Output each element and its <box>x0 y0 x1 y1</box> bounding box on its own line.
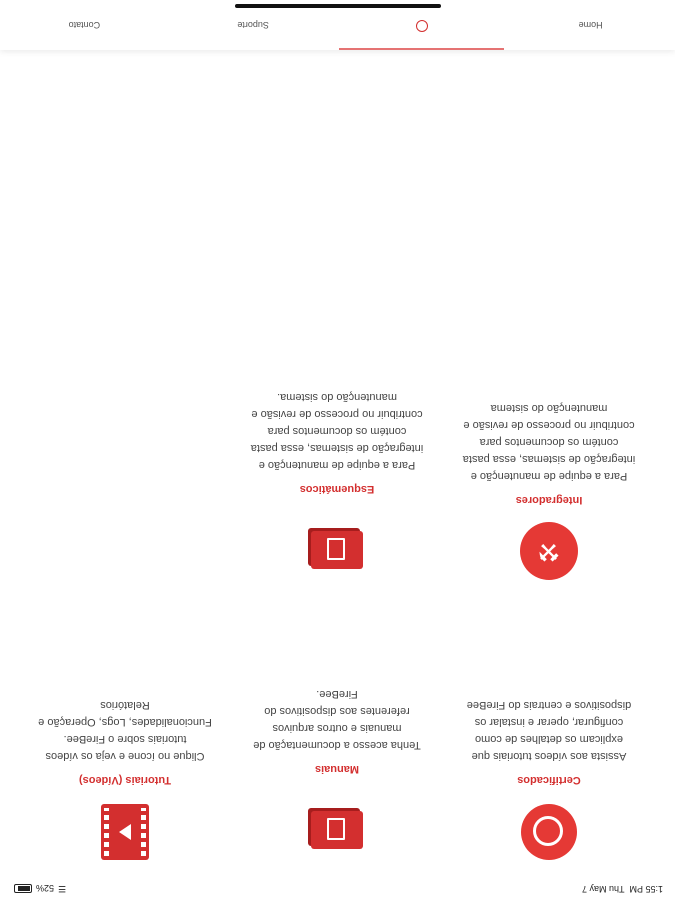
nav-home[interactable] <box>506 0 675 50</box>
search-icon <box>416 20 428 32</box>
card-description: Para a equipe de manutenção e integração de sistemas, essa pasta contém os documentos para contribuir no processo de revisão e manutenção do sistema <box>462 402 636 482</box>
status-date: Thu May 7 <box>581 884 625 894</box>
battery-percent: 52% <box>36 883 55 894</box>
nav-label: Contato <box>68 20 101 30</box>
card-integradores[interactable] <box>449 399 649 580</box>
card-manuais[interactable] <box>237 685 437 860</box>
certificate-badge-icon[interactable] <box>519 800 579 860</box>
status-time-date <box>582 884 663 894</box>
card-title: Certificados <box>517 774 581 786</box>
folder-document-icon[interactable] <box>307 789 367 849</box>
card-title: Esquemáticos <box>299 483 375 495</box>
card-title: Manuais <box>315 763 360 775</box>
card-tutoriais[interactable] <box>25 696 225 860</box>
nav-label: Home <box>578 20 603 30</box>
nav-label: Suporte <box>237 20 269 30</box>
card-description: Tenha acesso a documentação de manuais e outros arquivos referentes aos dispositivos do FireBee. <box>253 688 421 751</box>
status-time: 1:55 PM <box>629 884 663 894</box>
wifi-icon: ☰ <box>58 884 67 894</box>
status-bar <box>0 878 675 900</box>
tools-icon[interactable]: ⚒ <box>519 520 579 580</box>
status-right <box>14 883 66 894</box>
card-certificados[interactable] <box>449 696 649 860</box>
card-title: Tutoriais (Vídeos) <box>78 774 172 786</box>
card-esquematicos[interactable] <box>237 388 437 580</box>
card-description: Para a equipe de manutenção e integração de sistemas, essa pasta contém os documentos para contribuir no processo de revisão e manutenção do sistema. <box>250 391 424 471</box>
folder-document-icon[interactable] <box>307 509 367 569</box>
home-indicator <box>235 4 441 8</box>
card-title: Integradores <box>515 494 583 506</box>
battery-icon <box>14 884 32 893</box>
nav-contato[interactable] <box>0 0 169 50</box>
film-play-icon[interactable] <box>95 800 155 860</box>
card-description: Assista aos vídeos tutoriais que explicam os detalhes de como configurar, operar e instalar os dispositivos e centrais do FireBee <box>466 699 632 762</box>
card-description: Clique no ícone e veja os vídeos tutoriais sobre o FireBee. Funcionalidades, Logs, Operação e Relatórios <box>38 699 212 762</box>
